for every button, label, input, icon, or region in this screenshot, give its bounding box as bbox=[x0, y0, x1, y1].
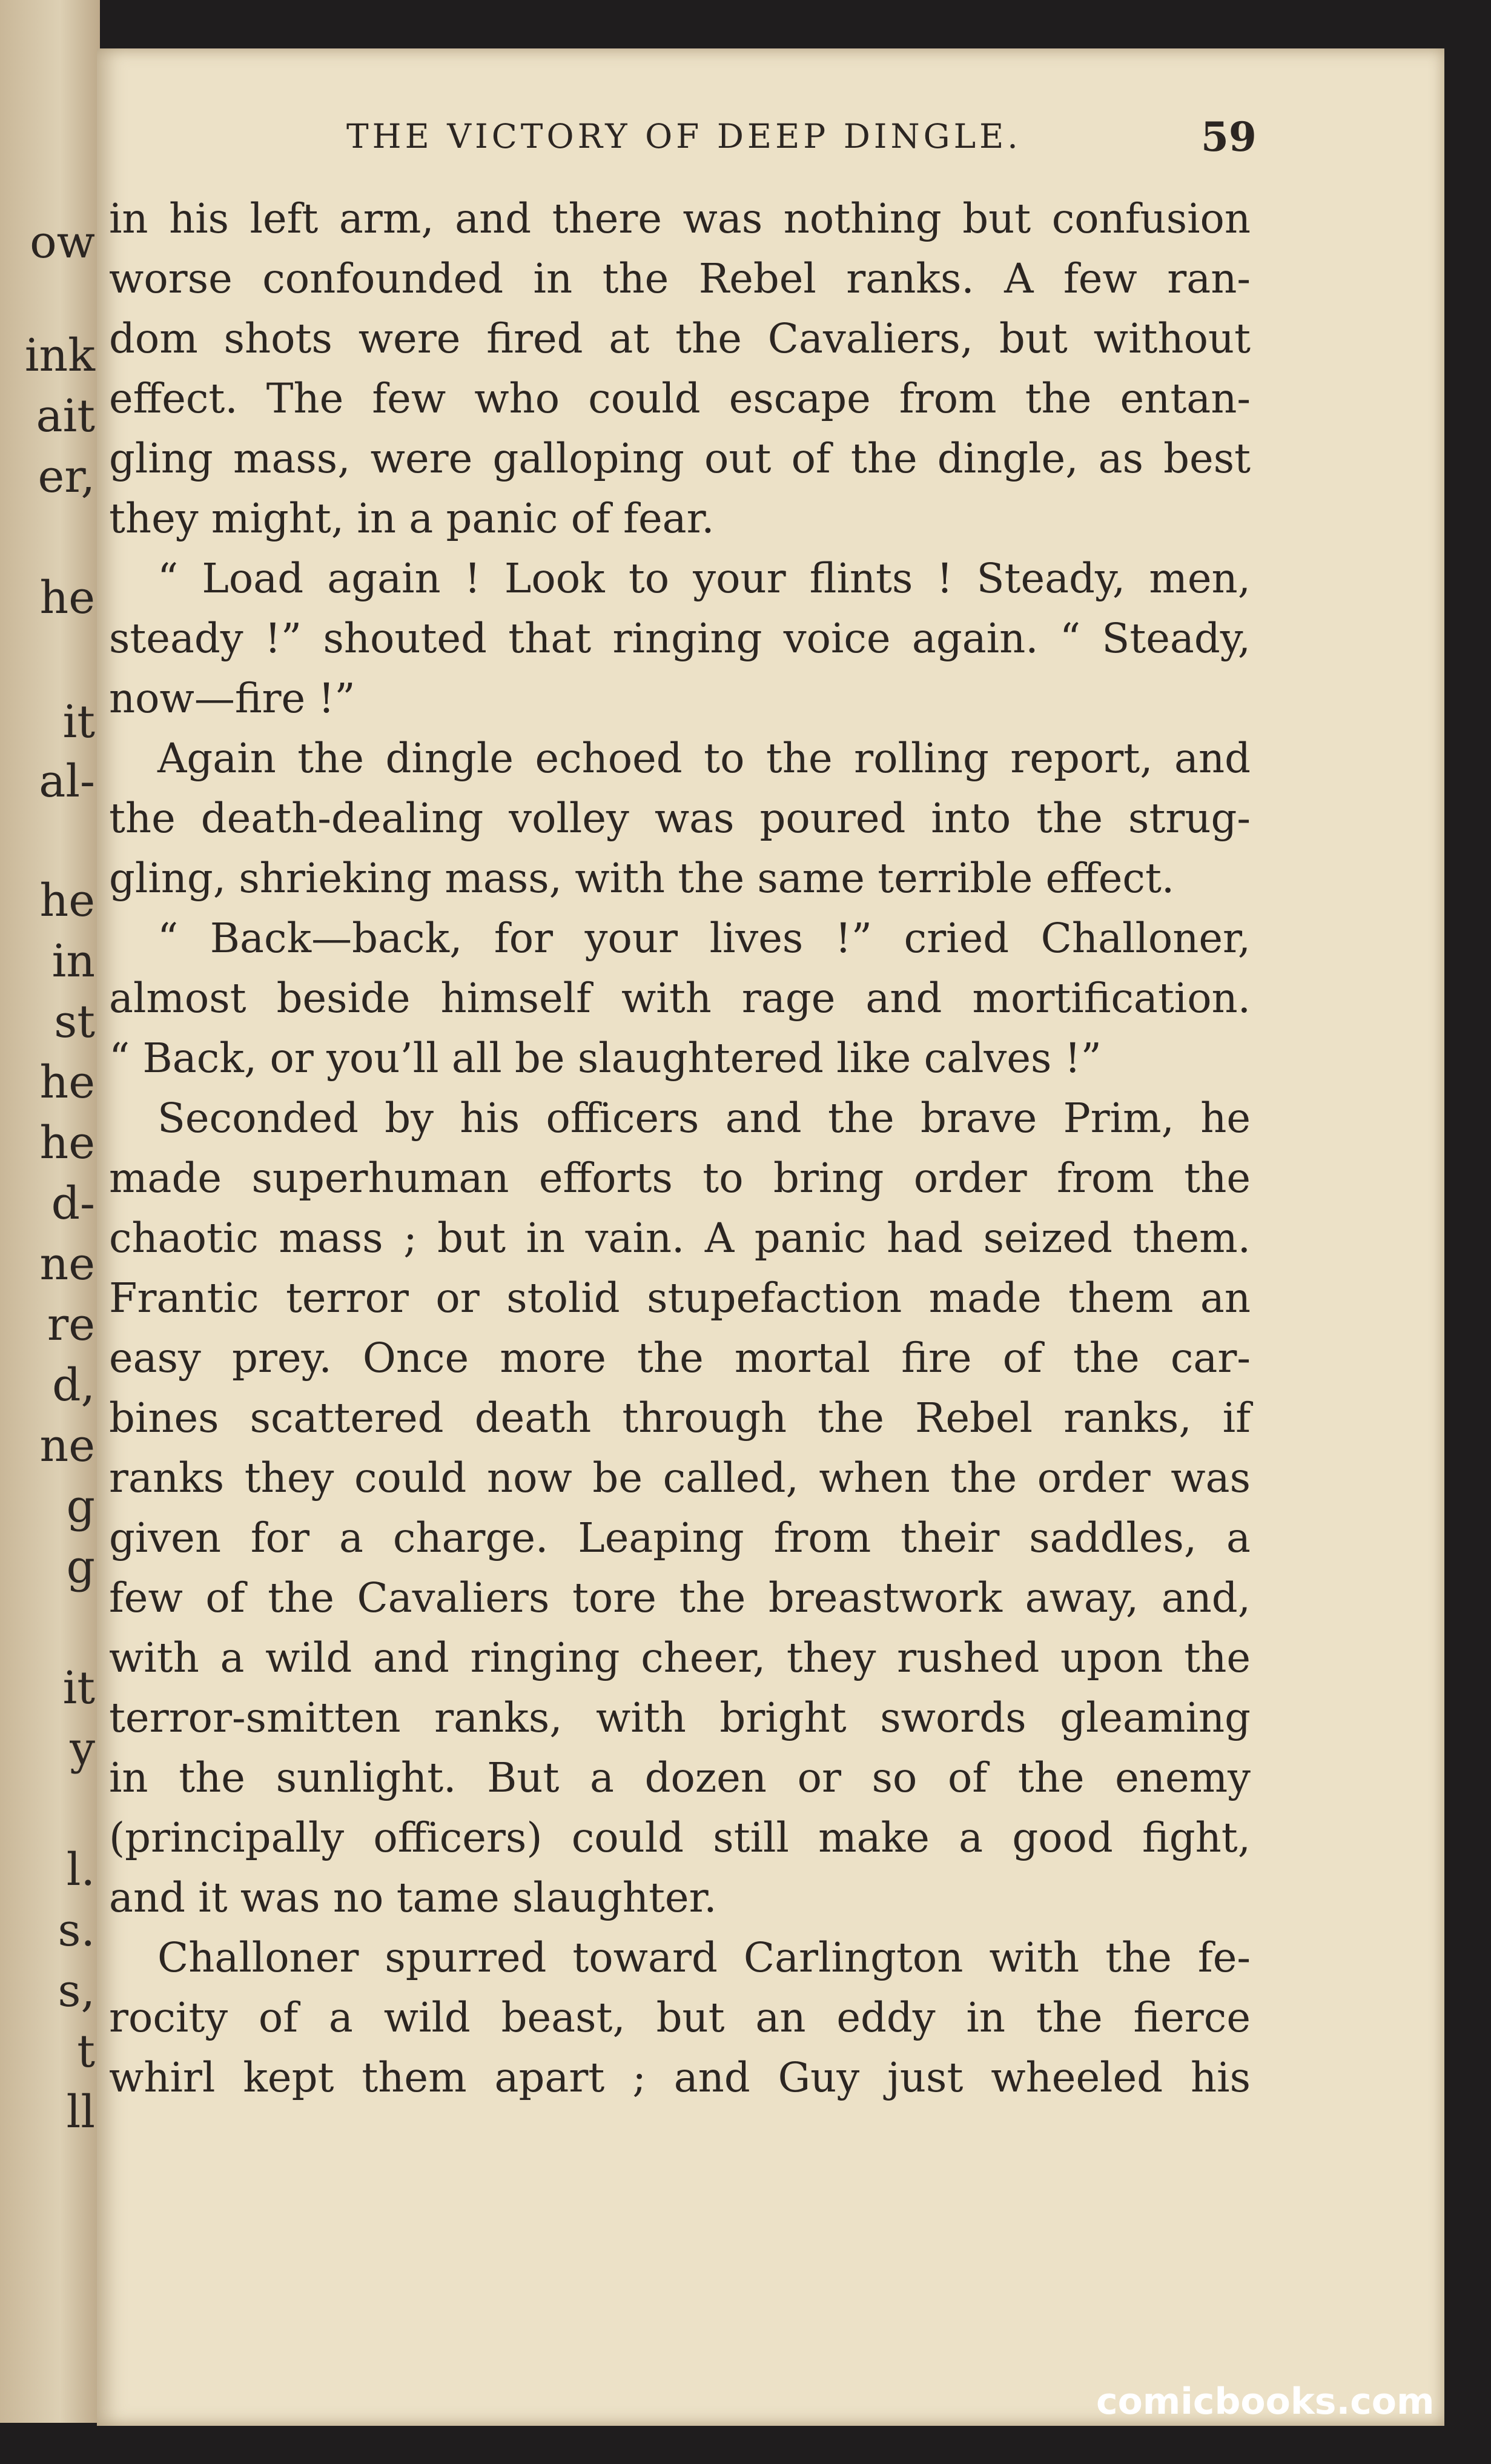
running-head: THE VICTORY OF DEEP DINGLE. bbox=[346, 117, 1022, 156]
text-line: dom shots were fired at the Cavaliers, but without bbox=[109, 315, 1251, 362]
text-line: Seconded by his officers and the brave Prim, he bbox=[157, 1095, 1251, 1142]
left-page-fragment: he bbox=[39, 572, 95, 624]
left-page-fragment: t bbox=[77, 2025, 95, 2078]
left-facing-page-edge bbox=[0, 0, 100, 2423]
body-text bbox=[109, 189, 1251, 2108]
text-line: worse confounded in the Rebel ranks. A few ran- bbox=[109, 255, 1251, 302]
left-page-fragment: y bbox=[70, 1723, 95, 1775]
text-line: and it was no tame slaughter. bbox=[109, 1874, 717, 1921]
text-line: now—fire !” bbox=[109, 675, 355, 722]
text-line: they might, in a panic of fear. bbox=[109, 495, 715, 542]
left-page-fragment: ow bbox=[30, 216, 95, 268]
left-page-fragment: ne bbox=[39, 1420, 95, 1472]
text-line: given for a charge. Leaping from their saddles, a bbox=[109, 1514, 1251, 1562]
left-page-fragment: in bbox=[51, 935, 95, 987]
text-line: gling, shrieking mass, with the same terrible effect. bbox=[109, 855, 1175, 902]
left-page-fragment: he bbox=[39, 1117, 95, 1169]
page-number: 59 bbox=[1201, 113, 1257, 161]
text-line: “ Load again ! Look to your flints ! Steady, men, bbox=[157, 555, 1251, 602]
left-page-fragment: he bbox=[39, 875, 95, 927]
text-line: in his left arm, and there was nothing but confusion bbox=[109, 195, 1251, 242]
left-page-fragment: ink bbox=[24, 330, 95, 382]
left-page-fragment: al- bbox=[39, 755, 95, 807]
text-line: almost beside himself with rage and mortification. bbox=[109, 975, 1251, 1022]
left-page-fragment: re bbox=[47, 1299, 95, 1351]
left-page-fragment: it bbox=[62, 696, 95, 748]
text-line: “ Back, or you’ll all be slaughtered like calves !” bbox=[109, 1035, 1102, 1082]
left-page-fragment: d- bbox=[51, 1177, 95, 1230]
left-page-fragment: ll bbox=[66, 2086, 95, 2138]
text-line: bines scattered death through the Rebel ranks, if bbox=[109, 1394, 1251, 1442]
left-page-fragment: ait bbox=[36, 390, 95, 442]
text-line: steady !” shouted that ringing voice again. “ Steady, bbox=[109, 615, 1251, 662]
text-line: the death-dealing volley was poured into the strug- bbox=[109, 795, 1251, 842]
text-line: effect. The few who could escape from the entan- bbox=[109, 375, 1251, 422]
text-line: ranks they could now be called, when the order was bbox=[109, 1454, 1251, 1502]
text-line: few of the Cavaliers tore the breastwork away, and, bbox=[109, 1574, 1251, 1621]
text-line: rocity of a wild beast, but an eddy in the fierce bbox=[109, 1994, 1251, 2041]
text-line: made superhuman efforts to bring order from the bbox=[109, 1154, 1251, 1202]
left-page-fragment: g bbox=[66, 1480, 95, 1532]
text-line: “ Back—back, for your lives !” cried Challoner, bbox=[157, 915, 1251, 962]
text-line: in the sunlight. But a dozen or so of the enemy bbox=[109, 1754, 1251, 1801]
left-page-fragment: g bbox=[66, 1541, 95, 1593]
left-page-fragment: s, bbox=[58, 1965, 95, 2017]
text-line: easy prey. Once more the mortal fire of the car- bbox=[109, 1334, 1251, 1382]
left-page-fragment: d, bbox=[52, 1359, 95, 1411]
left-page-fragment: s. bbox=[58, 1904, 95, 1956]
text-line: (principally officers) could still make a good fight, bbox=[109, 1814, 1251, 1861]
left-page-fragment: l. bbox=[66, 1844, 95, 1896]
text-line: chaotic mass ; but in vain. A panic had seized them. bbox=[109, 1214, 1251, 1262]
left-page-fragment: ne bbox=[39, 1238, 95, 1290]
text-line: whirl kept them apart ; and Guy just wheeled his bbox=[109, 2054, 1251, 2101]
watermark-text: comicbooks.com bbox=[1096, 2380, 1435, 2423]
text-line: Challoner spurred toward Carlington with the fe- bbox=[157, 1934, 1251, 1981]
left-page-fragment: it bbox=[62, 1662, 95, 1714]
text-line: Again the dingle echoed to the rolling report, and bbox=[157, 735, 1251, 782]
text-line: gling mass, were galloping out of the dingle, as best bbox=[109, 435, 1251, 482]
text-line: with a wild and ringing cheer, they rushed upon the bbox=[109, 1634, 1251, 1681]
text-line: terror-smitten ranks, with bright swords gleaming bbox=[109, 1694, 1251, 1741]
book-page bbox=[97, 48, 1444, 2426]
left-page-fragment: er, bbox=[38, 451, 95, 503]
text-line: Frantic terror or stolid stupefaction made them an bbox=[109, 1274, 1251, 1322]
left-page-fragment: st bbox=[54, 996, 95, 1048]
left-page-fragment: he bbox=[39, 1056, 95, 1108]
page-header bbox=[97, 113, 1444, 184]
